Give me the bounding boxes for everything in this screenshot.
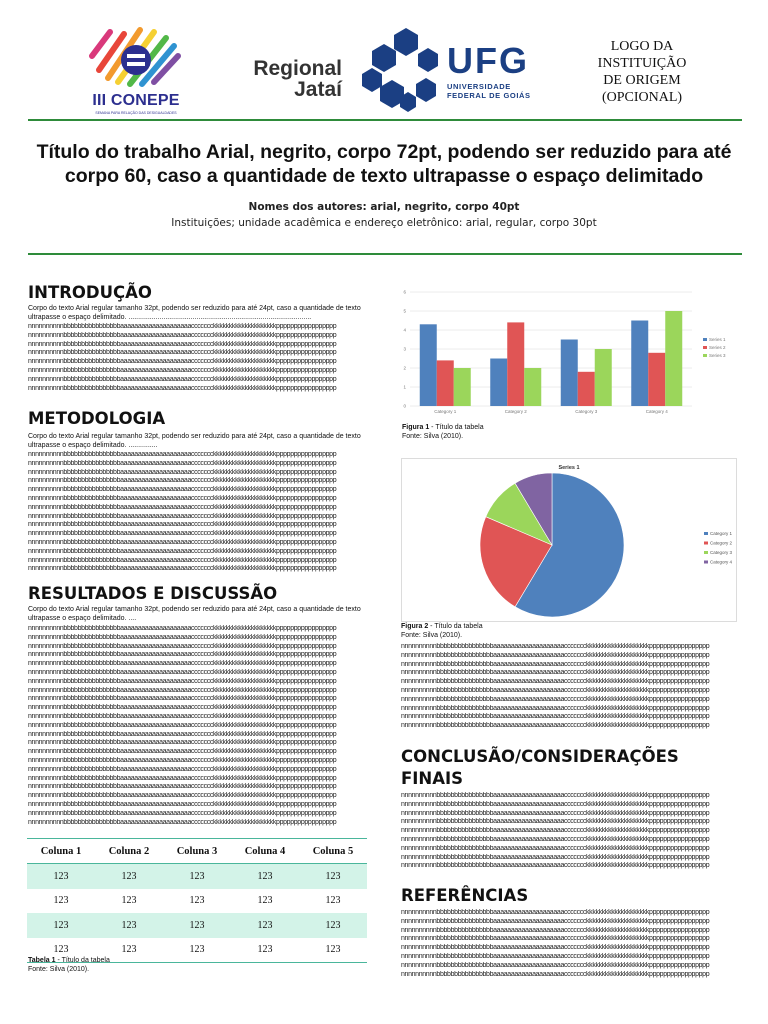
bar <box>595 349 612 406</box>
y-tick-label: 3 <box>403 346 406 352</box>
filler-line: nnnnnnnnnnbbbbbbbbbbbbbbbbaaaaaaaaaaaaaaaaaaaaccccccckkkkkkkkkkkkkkkkkkkkppppppppppppppppp <box>28 340 337 348</box>
filler-line: nnnnnnnnnnbbbbbbbbbbbbbbbbaaaaaaaaaaaaaaaaaaaaccccccckkkkkkkkkkkkkkkkkkkkppppppppppppppppp <box>401 926 710 934</box>
filler-line: nnnnnnnnnnbbbbbbbbbbbbbbbbaaaaaaaaaaaaaaaaaaaaccccccckkkkkkkkkkkkkkkkkkkkppppppppppppppppp <box>401 651 710 659</box>
legend-swatch <box>704 551 708 554</box>
filler-line: nnnnnnnnnnbbbbbbbbbbbbbbbbaaaaaaaaaaaaaaaaaaaaccccccckkkkkkkkkkkkkkkkkkkkppppppppppppppppp <box>28 774 337 782</box>
filler-line: nnnnnnnnnnbbbbbbbbbbbbbbbbaaaaaaaaaaaaaaaaaaaaccccccckkkkkkkkkkkkkkkkkkkkppppppppppppppppp <box>28 375 337 383</box>
filler-line: nnnnnnnnnnbbbbbbbbbbbbbbbbaaaaaaaaaaaaaaaaaaaaccccccckkkkkkkkkkkkkkkkkkkkppppppppppppppppp <box>28 459 337 467</box>
table-cell: 123 <box>27 864 95 889</box>
intro-filler-text <box>28 323 368 393</box>
bar <box>631 321 648 407</box>
regional-jatai-label <box>250 58 342 100</box>
filler-line: nnnnnnnnnnbbbbbbbbbbbbbbbbaaaaaaaaaaaaaaaaaaaaccccccckkkkkkkkkkkkkkkkkkkkppppppppppppppppp <box>28 818 337 826</box>
figure-2-source: Fonte: Silva (2010). <box>401 631 463 639</box>
x-tick-label: Category 2 <box>504 409 527 414</box>
table-header-cell: Coluna 1 <box>27 839 95 864</box>
table-cell: 123 <box>189 895 205 907</box>
filler-line: nnnnnnnnnnbbbbbbbbbbbbbbbbaaaaaaaaaaaaaaaaaaaaccccccckkkkkkkkkkkkkkkkkkkkppppppppppppppppp <box>28 349 337 357</box>
table-cell: 123 <box>27 913 95 938</box>
x-tick-label: Category 3 <box>575 409 598 414</box>
table-row <box>27 913 367 938</box>
table-caption <box>28 957 328 974</box>
filler-line: nnnnnnnnnnbbbbbbbbbbbbbbbbaaaaaaaaaaaaaaaaaaaaccccccckkkkkkkkkkkkkkkkkkkkppppppppppppppppp <box>28 695 337 703</box>
intro-heading: INTRODUÇÃO <box>28 283 152 302</box>
legend-swatch <box>703 346 707 349</box>
filler-line: nnnnnnnnnnbbbbbbbbbbbbbbbbaaaaaaaaaaaaaaaaaaaaccccccckkkkkkkkkkkkkkkkkkkkppppppppppppppppp <box>401 827 710 835</box>
table-cell: 123 <box>27 938 95 963</box>
legend-swatch <box>704 532 708 535</box>
conclusao-filler-text <box>401 792 742 871</box>
table-source: Fonte: Silva (2010). <box>28 965 90 973</box>
legend-swatch <box>703 354 707 357</box>
table-cell: 123 <box>163 938 231 963</box>
table-row <box>27 864 367 889</box>
regional-line-1: Regional <box>253 57 342 80</box>
ufg-hexagon-logo <box>358 26 442 116</box>
filler-line: nnnnnnnnnnbbbbbbbbbbbbbbbbaaaaaaaaaaaaaaaaaaaaccccccckkkkkkkkkkkkkkkkkkkkppppppppppppppppp <box>401 917 710 925</box>
filler-line: nnnnnnnnnnbbbbbbbbbbbbbbbbaaaaaaaaaaaaaaaaaaaaccccccckkkkkkkkkkkkkkkkkkkkppppppppppppppppp <box>28 521 337 529</box>
filler-line: nnnnnnnnnnbbbbbbbbbbbbbbbbaaaaaaaaaaaaaaaaaaaaccccccckkkkkkkkkkkkkkkkkkkkppppppppppppppppp <box>28 792 337 800</box>
filler-line: nnnnnnnnnnbbbbbbbbbbbbbbbbaaaaaaaaaaaaaaaaaaaaccccccckkkkkkkkkkkkkkkkkkkkppppppppppppppppp <box>28 748 337 756</box>
metodologia-filler-text <box>28 451 368 574</box>
figure-2-caption <box>401 623 701 640</box>
y-tick-label: 6 <box>403 289 406 295</box>
table-header-cell: Coluna 3 <box>163 839 231 864</box>
table-cell: 123 <box>325 895 341 907</box>
x-tick-label: Category 4 <box>645 409 668 414</box>
table-cell: 123 <box>163 864 231 889</box>
bar <box>648 353 665 406</box>
table-row <box>27 889 367 914</box>
filler-line: nnnnnnnnnnbbbbbbbbbbbbbbbbaaaaaaaaaaaaaaaaaaaaccccccckkkkkkkkkkkkkkkkkkkkppppppppppppppppp <box>401 800 710 808</box>
figure-2-label: Figura 2 <box>401 623 429 630</box>
filler-line: nnnnnnnnnnbbbbbbbbbbbbbbbbaaaaaaaaaaaaaaaaaaaaccccccckkkkkkkkkkkkkkkkkkkkppppppppppppppppp <box>401 695 710 703</box>
filler-line: nnnnnnnnnnbbbbbbbbbbbbbbbbaaaaaaaaaaaaaaaaaaaaccccccckkkkkkkkkkkkkkkkkkkkppppppppppppppppp <box>28 451 337 458</box>
filler-line: nnnnnnnnnnbbbbbbbbbbbbbbbbaaaaaaaaaaaaaaaaaaaaccccccckkkkkkkkkkkkkkkkkkkkppppppppppppppppp <box>401 935 710 943</box>
pie-chart <box>402 459 736 621</box>
filler-line: nnnnnnnnnnbbbbbbbbbbbbbbbbaaaaaaaaaaaaaaaaaaaaccccccckkkkkkkkkkkkkkkkkkkkppppppppppppppppp <box>28 800 337 808</box>
poster-header <box>0 0 768 122</box>
institutions-line: Instituições; unidade acadêmica e endereço eletrônico: arial, regular, corpo 30pt <box>171 217 597 229</box>
table-cell: 123 <box>231 864 299 889</box>
bar <box>490 359 507 407</box>
filler-line: nnnnnnnnnnbbbbbbbbbbbbbbbbaaaaaaaaaaaaaaaaaaaaccccccckkkkkkkkkkkkkkkkkkkkppppppppppppppppp <box>28 809 337 817</box>
filler-line: nnnnnnnnnnbbbbbbbbbbbbbbbbaaaaaaaaaaaaaaaaaaaaccccccckkkkkkkkkkkkkkkkkkkkppppppppppppppppp <box>401 970 710 978</box>
legend-swatch <box>703 338 707 341</box>
legend-label: Category 2 <box>710 540 733 546</box>
filler-line: nnnnnnnnnnbbbbbbbbbbbbbbbbaaaaaaaaaaaaaaaaaaaaccccccckkkkkkkkkkkkkkkkkkkkppppppppppppppppp <box>28 530 337 538</box>
filler-line: nnnnnnnnnnbbbbbbbbbbbbbbbbaaaaaaaaaaaaaaaaaaaaccccccckkkkkkkkkkkkkkkkkkkkppppppppppppppppp <box>28 668 337 676</box>
y-tick-label: 2 <box>403 365 406 371</box>
bar <box>454 368 471 406</box>
ufg-sub-line-1: UNIVERSIDADE <box>447 82 511 91</box>
table-header-cell: Coluna 2 <box>95 839 163 864</box>
resultados-body: Corpo do texto Arial regular tamanho 32pt, podendo ser reduzido para até 24pt, caso a quantidade de texto ultrapasse o espaço delimitado. .... <box>28 606 361 622</box>
x-tick-label: Category 1 <box>434 409 457 414</box>
figure-1-caption <box>402 424 702 441</box>
figure-1-label: Figura 1 <box>402 424 430 431</box>
referencias-filler-text <box>401 909 742 979</box>
legend-label: Category 1 <box>710 531 733 536</box>
table-header-cell: Coluna 5 <box>299 839 367 864</box>
filler-line: nnnnnnnnnnbbbbbbbbbbbbbbbbaaaaaaaaaaaaaaaaaaaaccccccckkkkkkkkkkkkkkkkkkkkppppppppppppppppp <box>28 486 337 494</box>
filler-line: nnnnnnnnnnbbbbbbbbbbbbbbbbaaaaaaaaaaaaaaaaaaaaccccccckkkkkkkkkkkkkkkkkkkkppppppppppppppppp <box>28 494 337 502</box>
filler-line: nnnnnnnnnnbbbbbbbbbbbbbbbbaaaaaaaaaaaaaaaaaaaaccccccckkkkkkkkkkkkkkkkkkkkppppppppppppppppp <box>401 844 710 852</box>
table-cell: 123 <box>95 864 163 889</box>
table-caption-label: Tabela 1 <box>28 957 56 964</box>
metodologia-body: Corpo do texto Arial regular tamanho 32pt, podendo ser reduzido para até 24pt, caso a quantidade de texto ultrapasse o espaço delimitado. ............... <box>28 433 361 449</box>
bar <box>420 324 437 406</box>
table-cell: 123 <box>231 938 299 963</box>
figure-2-text: - Título da tabela <box>428 623 483 630</box>
filler-line: nnnnnnnnnnbbbbbbbbbbbbbbbbaaaaaaaaaaaaaaaaaaaaccccccckkkkkkkkkkkkkkkkkkkkppppppppppppppppp <box>28 704 337 712</box>
table-cell: 123 <box>163 913 231 938</box>
authors-line: Nomes dos autores: arial, negrito, corpo 40pt <box>248 201 520 213</box>
filler-line: nnnnnnnnnnbbbbbbbbbbbbbbbbaaaaaaaaaaaaaaaaaaaaccccccckkkkkkkkkkkkkkkkkkkkppppppppppppppppp <box>401 944 710 952</box>
y-tick-label: 1 <box>403 384 406 390</box>
filler-line: nnnnnnnnnnbbbbbbbbbbbbbbbbaaaaaaaaaaaaaaaaaaaaccccccckkkkkkkkkkkkkkkkkkkkppppppppppppppppp <box>28 651 337 659</box>
filler-line: nnnnnnnnnnbbbbbbbbbbbbbbbbaaaaaaaaaaaaaaaaaaaaccccccckkkkkkkkkkkkkkkkkkkkppppppppppppppppp <box>28 503 337 511</box>
referencias-heading: REFERÊNCIAS <box>401 886 529 905</box>
filler-line: nnnnnnnnnnbbbbbbbbbbbbbbbbaaaaaaaaaaaaaaaaaaaaccccccckkkkkkkkkkkkkkkkkkkkppppppppppppppppp <box>28 358 337 366</box>
filler-line: nnnnnnnnnnbbbbbbbbbbbbbbbbaaaaaaaaaaaaaaaaaaaaccccccckkkkkkkkkkkkkkkkkkkkppppppppppppppppp <box>28 468 337 476</box>
filler-line: nnnnnnnnnnbbbbbbbbbbbbbbbbaaaaaaaaaaaaaaaaaaaaccccccckkkkkkkkkkkkkkkkkkkkppppppppppppppppp <box>28 625 337 632</box>
bar <box>507 322 524 406</box>
right-filler-text <box>401 643 742 731</box>
filler-line: nnnnnnnnnnbbbbbbbbbbbbbbbbaaaaaaaaaaaaaaaaaaaaccccccckkkkkkkkkkkkkkkkkkkkppppppppppppppppp <box>28 633 337 641</box>
filler-line: nnnnnnnnnnbbbbbbbbbbbbbbbbaaaaaaaaaaaaaaaaaaaaccccccckkkkkkkkkkkkkkkkkkkkppppppppppppppppp <box>28 512 337 520</box>
filler-line: nnnnnnnnnnbbbbbbbbbbbbbbbbaaaaaaaaaaaaaaaaaaaaccccccckkkkkkkkkkkkkkkkkkkkppppppppppppppppp <box>28 739 337 747</box>
filler-line: nnnnnnnnnnbbbbbbbbbbbbbbbbaaaaaaaaaaaaaaaaaaaaccccccckkkkkkkkkkkkkkkkkkkkppppppppppppppppp <box>28 686 337 694</box>
legend-label: Category 3 <box>710 550 733 555</box>
conepe-event-subtitle: SEMANA PARA RELAÇÃO DAS DESIGUALDADES <box>95 111 177 115</box>
filler-line: nnnnnnnnnnbbbbbbbbbbbbbbbbaaaaaaaaaaaaaaaaaaaaccccccckkkkkkkkkkkkkkkkkkkkppppppppppppppppp <box>401 792 710 799</box>
filler-line: nnnnnnnnnnbbbbbbbbbbbbbbbbaaaaaaaaaaaaaaaaaaaaccccccckkkkkkkkkkkkkkkkkkkkppppppppppppppppp <box>28 538 337 546</box>
table-cell: 123 <box>95 913 163 938</box>
filler-line: nnnnnnnnnnbbbbbbbbbbbbbbbbaaaaaaaaaaaaaaaaaaaaccccccckkkkkkkkkkkkkkkkkkkkppppppppppppppppp <box>28 730 337 738</box>
filler-line: nnnnnnnnnnbbbbbbbbbbbbbbbbaaaaaaaaaaaaaaaaaaaaccccccckkkkkkkkkkkkkkkkkkkkppppppppppppppppp <box>28 477 337 485</box>
filler-line: nnnnnnnnnnbbbbbbbbbbbbbbbbaaaaaaaaaaaaaaaaaaaaccccccckkkkkkkkkkkkkkkkkkkkppppppppppppppppp <box>401 862 710 870</box>
conclusao-heading <box>401 746 679 790</box>
filler-line: nnnnnnnnnnbbbbbbbbbbbbbbbbaaaaaaaaaaaaaaaaaaaaccccccckkkkkkkkkkkkkkkkkkkkppppppppppppppppp <box>401 722 710 730</box>
filler-line: nnnnnnnnnnbbbbbbbbbbbbbbbbaaaaaaaaaaaaaaaaaaaaccccccckkkkkkkkkkkkkkkkkkkkppppppppppppppppp <box>401 952 710 960</box>
conclusao-heading-line-2: FINAIS <box>401 769 464 788</box>
filler-line: nnnnnnnnnnbbbbbbbbbbbbbbbbaaaaaaaaaaaaaaaaaaaaccccccckkkkkkkkkkkkkkkkkkkkppppppppppppppppp <box>28 384 337 392</box>
filler-line: nnnnnnnnnnbbbbbbbbbbbbbbbbaaaaaaaaaaaaaaaaaaaaccccccckkkkkkkkkkkkkkkkkkkkppppppppppppppppp <box>28 323 337 330</box>
figure-1-text: - Título da tabela <box>429 424 484 431</box>
legend-label: Category 4 <box>710 559 733 565</box>
legend-swatch <box>704 561 708 564</box>
results-table <box>27 838 367 963</box>
filler-line: nnnnnnnnnnbbbbbbbbbbbbbbbbaaaaaaaaaaaaaaaaaaaaccccccckkkkkkkkkkkkkkkkkkkkppppppppppppppppp <box>401 853 710 861</box>
table-cell: 123 <box>95 938 163 963</box>
table-cell: 123 <box>257 895 273 907</box>
bar <box>437 360 454 406</box>
table-cell: 123 <box>53 895 69 907</box>
resultados-filler-text <box>28 625 368 827</box>
filler-line: nnnnnnnnnnbbbbbbbbbbbbbbbbaaaaaaaaaaaaaaaaaaaaccccccckkkkkkkkkkkkkkkkkkkkppppppppppppppppp <box>401 835 710 843</box>
conepe-event-name: III CONEPE <box>92 92 180 109</box>
ufg-subtitle <box>447 82 537 100</box>
filler-line: nnnnnnnnnnbbbbbbbbbbbbbbbbaaaaaaaaaaaaaaaaaaaaccccccckkkkkkkkkkkkkkkkkkkkppppppppppppppppp <box>401 678 710 686</box>
title-line-1: Título do trabalho Arial, negrito, corpo 72pt, podendo ser reduzido para até <box>36 141 732 163</box>
title-line-2: corpo 60, caso a quantidade de texto ultrapasse o espaço delimitado <box>64 165 704 187</box>
filler-line: nnnnnnnnnnbbbbbbbbbbbbbbbbaaaaaaaaaaaaaaaaaaaaccccccckkkkkkkkkkkkkkkkkkkkppppppppppppppppp <box>401 643 710 650</box>
legend-label: Series 2 <box>709 345 726 350</box>
table-cell: 123 <box>299 913 367 938</box>
filler-line: nnnnnnnnnnbbbbbbbbbbbbbbbbaaaaaaaaaaaaaaaaaaaaccccccckkkkkkkkkkkkkkkkkkkkppppppppppppppppp <box>28 642 337 650</box>
bar <box>524 368 541 406</box>
filler-line: nnnnnnnnnnbbbbbbbbbbbbbbbbaaaaaaaaaaaaaaaaaaaaccccccckkkkkkkkkkkkkkkkkkkkppppppppppppppppp <box>28 366 337 374</box>
filler-line: nnnnnnnnnnbbbbbbbbbbbbbbbbaaaaaaaaaaaaaaaaaaaaccccccckkkkkkkkkkkkkkkkkkkkppppppppppppppppp <box>28 756 337 764</box>
pie-title: Series 1 <box>558 465 580 471</box>
logo-inst-line-1: LOGO DA <box>610 39 674 54</box>
table-cell: 123 <box>299 864 367 889</box>
logo-inst-line-3: DE ORIGEM <box>603 73 681 88</box>
filler-line: nnnnnnnnnnbbbbbbbbbbbbbbbbaaaaaaaaaaaaaaaaaaaaccccccckkkkkkkkkkkkkkkkkkkkppppppppppppppppp <box>28 712 337 720</box>
figure-1-source: Fonte: Silva (2010). <box>402 432 464 440</box>
y-tick-label: 0 <box>403 403 406 409</box>
filler-line: nnnnnnnnnnbbbbbbbbbbbbbbbbaaaaaaaaaaaaaaaaaaaaccccccckkkkkkkkkkkkkkkkkkkkppppppppppppppppp <box>28 331 337 339</box>
table-header-cell: Coluna 4 <box>231 839 299 864</box>
regional-line-2: Jataí <box>294 78 342 101</box>
ufg-sub-line-2: FEDERAL DE GOIÁS <box>447 91 531 100</box>
ufg-wordmark: UFG <box>447 40 529 81</box>
filler-line: nnnnnnnnnnbbbbbbbbbbbbbbbbaaaaaaaaaaaaaaaaaaaaccccccckkkkkkkkkkkkkkkkkkkkppppppppppppppppp <box>28 660 337 668</box>
filler-line: nnnnnnnnnnbbbbbbbbbbbbbbbbaaaaaaaaaaaaaaaaaaaaccccccckkkkkkkkkkkkkkkkkkkkppppppppppppppppp <box>401 818 710 826</box>
bar <box>578 372 595 406</box>
filler-line: nnnnnnnnnnbbbbbbbbbbbbbbbbaaaaaaaaaaaaaaaaaaaaccccccckkkkkkkkkkkkkkkkkkkkppppppppppppppppp <box>28 765 337 773</box>
legend-swatch <box>704 542 708 545</box>
filler-line: nnnnnnnnnnbbbbbbbbbbbbbbbbaaaaaaaaaaaaaaaaaaaaccccccckkkkkkkkkkkkkkkkkkkkppppppppppppppppp <box>28 721 337 729</box>
filler-line: nnnnnnnnnnbbbbbbbbbbbbbbbbaaaaaaaaaaaaaaaaaaaaccccccckkkkkkkkkkkkkkkkkkkkppppppppppppppppp <box>401 909 710 916</box>
bar-chart <box>400 286 740 420</box>
metodologia-heading: METODOLOGIA <box>28 409 166 428</box>
table-header-row <box>27 839 367 864</box>
title-divider <box>28 253 742 255</box>
bar <box>665 311 682 406</box>
table-cell: 123 <box>299 938 367 963</box>
filler-line: nnnnnnnnnnbbbbbbbbbbbbbbbbaaaaaaaaaaaaaaaaaaaaccccccckkkkkkkkkkkkkkkkkkkkppppppppppppppppp <box>401 713 710 721</box>
filler-line: nnnnnnnnnnbbbbbbbbbbbbbbbbaaaaaaaaaaaaaaaaaaaaccccccckkkkkkkkkkkkkkkkkkkkppppppppppppppppp <box>401 686 710 694</box>
filler-line: nnnnnnnnnnbbbbbbbbbbbbbbbbaaaaaaaaaaaaaaaaaaaaccccccckkkkkkkkkkkkkkkkkkkkppppppppppppppppp <box>401 961 710 969</box>
poster-title <box>28 140 740 188</box>
y-tick-label: 5 <box>403 308 406 314</box>
filler-line: nnnnnnnnnnbbbbbbbbbbbbbbbbaaaaaaaaaaaaaaaaaaaaccccccckkkkkkkkkkkkkkkkkkkkppppppppppppppppp <box>28 556 337 564</box>
table-cell: 123 <box>231 913 299 938</box>
bar <box>561 340 578 407</box>
conclusao-heading-line-1: CONCLUSÃO/CONSIDERAÇÕES <box>401 747 679 766</box>
filler-line: nnnnnnnnnnbbbbbbbbbbbbbbbbaaaaaaaaaaaaaaaaaaaaccccccckkkkkkkkkkkkkkkkkkkkppppppppppppppppp <box>401 809 710 817</box>
logo-inst-line-4: (OPCIONAL) <box>601 90 683 105</box>
filler-line: nnnnnnnnnnbbbbbbbbbbbbbbbbaaaaaaaaaaaaaaaaaaaaccccccckkkkkkkkkkkkkkkkkkkkppppppppppppppppp <box>28 677 337 685</box>
header-divider <box>28 119 742 121</box>
logo-inst-line-2: INSTITUIÇÃO <box>597 56 687 71</box>
filler-line: nnnnnnnnnnbbbbbbbbbbbbbbbbaaaaaaaaaaaaaaaaaaaaccccccckkkkkkkkkkkkkkkkkkkkppppppppppppppppp <box>401 669 710 677</box>
logo-placeholder-origin-institution <box>586 38 698 106</box>
legend-label: Series 3 <box>709 353 726 358</box>
filler-line: nnnnnnnnnnbbbbbbbbbbbbbbbbaaaaaaaaaaaaaaaaaaaaccccccckkkkkkkkkkkkkkkkkkkkppppppppppppppppp <box>28 565 337 573</box>
intro-body: Corpo do texto Arial regular tamanho 32pt, podendo ser reduzido para até 24pt, caso a quantidade de texto ultrapasse o espaço delimitado. .............................................................................................. <box>28 305 361 321</box>
filler-line: nnnnnnnnnnbbbbbbbbbbbbbbbbaaaaaaaaaaaaaaaaaaaaccccccckkkkkkkkkkkkkkkkkkkkppppppppppppppppp <box>28 547 337 555</box>
filler-line: nnnnnnnnnnbbbbbbbbbbbbbbbbaaaaaaaaaaaaaaaaaaaaccccccckkkkkkkkkkkkkkkkkkkkppppppppppppppppp <box>28 783 337 791</box>
pie-chart-frame <box>401 458 737 622</box>
table-cell: 123 <box>121 895 137 907</box>
filler-line: nnnnnnnnnnbbbbbbbbbbbbbbbbaaaaaaaaaaaaaaaaaaaaccccccckkkkkkkkkkkkkkkkkkkkppppppppppppppppp <box>401 704 710 712</box>
resultados-heading: RESULTADOS E DISCUSSÃO <box>28 584 278 603</box>
filler-line: nnnnnnnnnnbbbbbbbbbbbbbbbbaaaaaaaaaaaaaaaaaaaaccccccckkkkkkkkkkkkkkkkkkkkppppppppppppppppp <box>401 660 710 668</box>
table-caption-text: - Título da tabela <box>55 957 110 964</box>
legend-label: Series 1 <box>709 337 726 342</box>
y-tick-label: 4 <box>403 327 406 333</box>
